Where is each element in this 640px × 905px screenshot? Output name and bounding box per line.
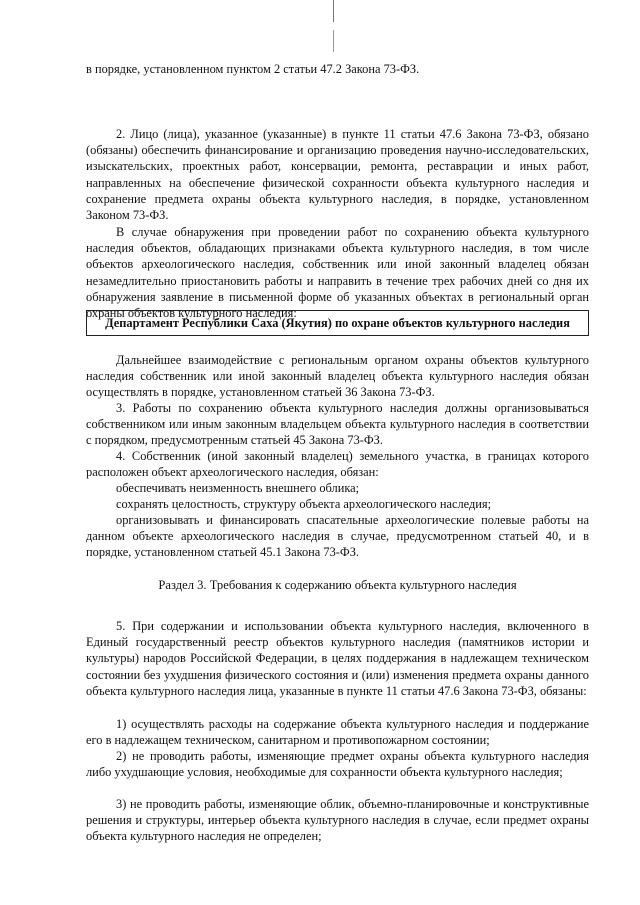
paragraph-item-1: 1) осуществлять расходы на содержание объекта культурного наследия и поддержание его в надлежащем техническом, санитарном и противопожарном состоянии; <box>86 717 589 748</box>
paragraph-discovery: В случае обнаружения при проведении работ по сохранению объекта культурного наследия объектов, обладающих признаками объекта культурного наследия, в том числе объектов археологического наследия, собственник или иной законный владелец обязан незамедлительно приостановить работы и направить в течение трех рабочих дней со дня их обнаружения заявление в письменной форме об указанных объектах в региональный орган охраны объектов культурного наследия: <box>86 225 589 321</box>
paragraph-clause-2: 2. Лицо (лица), указанное (указанные) в пункте 11 статьи 47.6 Закона 73-ФЗ, обязано (обязаны) обеспечить финансирование и организацию проведения научно-исследовательских, изыскательских, проектных работ, консервации, ремонта, реставрации и иных работ, направленных на обеспечение физической сохранности объекта культурного наследия и сохранение предмета охраны объекта культурного наследия, в порядке, установленном Законом 73-ФЗ. <box>86 127 589 223</box>
paragraph-obligation-exterior: обеспечивать неизменность внешнего облика; <box>116 481 360 495</box>
paragraph-obligation-rescue: организовывать и финансировать спасательные археологические полевые работы на данном объекте археологического наследия в случае, предусмотренном статьей 40, и в порядке, установленном статьей 45.1 Закона 73-ФЗ. <box>86 513 589 560</box>
paragraph-item-2: 2) не проводить работы, изменяющие предмет охраны объекта культурного наследия либо ухудшающие условия, необходимые для сохранности объекта культурного наследия; <box>86 749 589 780</box>
paragraph-clause-4: 4. Собственник (иной законный владелец) земельного участка, в границах которого расположен объект археологического наследия, обязан: <box>86 449 589 480</box>
paragraph-item-3: 3) не проводить работы, изменяющие облик, объемно-планировочные и конструктивные решения и структуры, интерьер объекта культурного наследия в случае, если предмет охраны объекта культурного наследия не определен; <box>86 797 589 844</box>
paragraph-clause-5: 5. При содержании и использовании объекта культурного наследия, включенного в Единый государственный реестр объектов культурного наследия (памятников истории и культуры) народов Российской Федерации, в целях поддержания в надлежащем техническом состоянии без ухудшения физического состояния и (или) изменения предмета охраны данного объекта культурного наследия лица, указанные в пункте 11 статьи 47.6 Закона 73-ФЗ, обязаны: <box>86 619 589 698</box>
paragraph-interaction: Дальнейшее взаимодействие с региональным органом охраны объектов культурного наследия собственник или иной законный владелец объекта культурного наследия обязан осуществлять в порядке, установленном статьей 36 Закона 73-ФЗ. <box>86 353 589 400</box>
paragraph-obligation-integrity: сохранять целостность, структуру объекта археологического наследия; <box>116 497 492 511</box>
authority-box: Департамент Республики Саха (Якутия) по охране объектов культурного наследия <box>86 310 589 336</box>
scan-mark-top-2 <box>333 30 334 52</box>
paragraph-clause-3: 3. Работы по сохранению объекта культурного наследия должны организовываться собственником или иным законным владельцем объекта культурного наследия в соответствии с порядком, предусмотренным статьей 45 Закона 73-ФЗ. <box>86 401 589 448</box>
paragraph-continuation: в порядке, установленном пунктом 2 статьи 47.2 Закона 73-ФЗ. <box>86 62 420 76</box>
scan-mark-top <box>333 0 334 22</box>
section-heading: Раздел 3. Требования к содержанию объекта культурного наследия <box>158 578 517 592</box>
